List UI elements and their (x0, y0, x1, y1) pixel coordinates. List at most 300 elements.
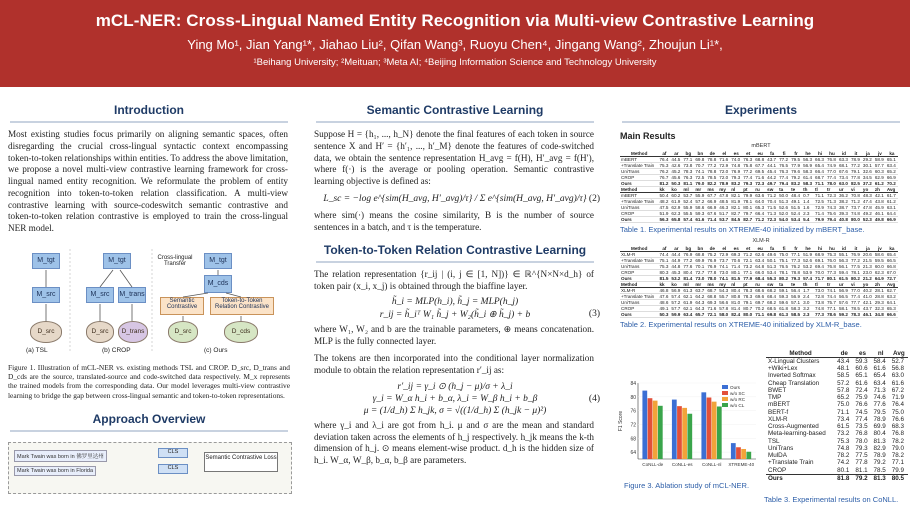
table-2-cell: 63.7 (694, 288, 706, 294)
semantic-text-2: where sim(·) means the cosine similarity, B is the number of source sentences in a batch, and τ is the temperature. (314, 209, 594, 232)
table-2-cell: zh (874, 282, 886, 288)
table-1-cell: 76.8 (826, 157, 838, 163)
table-2-cell: 58.6 (874, 252, 886, 258)
fig1-cross-lingual: Cross-lingual Transfer (157, 254, 193, 267)
table-2-cell: 72.7 (694, 270, 706, 276)
table-2-cell: 21.3 (862, 264, 874, 270)
table-2-header-cell: ar (670, 246, 682, 252)
table-1-cell: 40.8 (838, 217, 850, 223)
relation-text-4: where γ_i and λ_i are got from h_i. μ and σ are the mean and standard deviation taken across the elements of h_j respectively. h_jk means the k-th dimension of h_j. ⊙ means element-wise product. d_h is the hidden size of h_i. W_α, W_β, b_α, b_β are parameters. (314, 419, 594, 466)
table-2-cell: 81.5 (658, 276, 670, 282)
table-1-cell: 72.5 (814, 199, 826, 205)
table-1-cell: 66.4 (754, 211, 766, 217)
table-1-row (620, 175, 898, 181)
table-1-cell: 63.0 (838, 181, 850, 187)
table-2-cell: 77.4 (850, 294, 862, 300)
table-1-cell: nl (730, 187, 742, 193)
table-2-cell: 77.8 (706, 270, 718, 276)
table-1-cell: ko (670, 187, 682, 193)
table-2-cell: 70.2 (754, 306, 766, 312)
table-1-header-cell: bn (694, 151, 706, 157)
table-3-cell: 78.2 (891, 452, 905, 460)
table-1-cell: 60.3 (874, 169, 886, 175)
table-1-cell: mr (694, 187, 706, 193)
table-1-cell: 77.2 (850, 163, 862, 169)
table-3-header-cell: de (835, 350, 853, 358)
table-2-header-cell: hu (826, 246, 838, 252)
table-1-cell: 70.4 (766, 199, 778, 205)
table-3-cell: 71.3 (873, 386, 886, 394)
table-1-header-cell: bg (682, 151, 694, 157)
table-2-cell: 66.5 (886, 258, 898, 264)
table-1-cell: 52.4 (682, 199, 694, 205)
table-2-cell: 77.3 (790, 258, 802, 264)
table-1-cell: CROP (620, 211, 658, 217)
table-2-cell: 2.3 (802, 312, 814, 318)
table-1-cell: 68.1 (838, 163, 850, 169)
table-2-cell: 76.8 (826, 264, 838, 270)
table-2-cell: CROP (620, 306, 658, 312)
fig1-m-src-a: M_src (32, 287, 60, 303)
figure-1 (8, 241, 292, 359)
table-1-cell: 79.1 (850, 169, 862, 175)
table-2-cell: 52.6 (802, 258, 814, 264)
relation-eq-4: γ_i = W_α h_i + b_α, λ_i = W_β h_i + b_β (372, 393, 538, 404)
relation-eq-2: r_ij = h̃_iᵀ W₁ h̃_j + W₂(h̃_i ⊕ h̃_j) + b (379, 309, 531, 320)
table-1-cell: Method (620, 187, 658, 193)
table-1-header-cell: id (838, 151, 850, 157)
table-2-cell: 78.5 (850, 306, 862, 312)
table-2 (620, 246, 898, 318)
fig1-arrows (8, 241, 292, 359)
relation-text-1: The relation representation {r_ij | (i, j ∈ [1, N])} ∈ ℝ^{N×N×d_h} of token pair (x_i, x_j) is obtained through the biaffine layer. (314, 269, 594, 292)
table-1-cell: 73.7 (850, 205, 862, 211)
table-2-cell: 63.4 (754, 258, 766, 264)
table-2-cell: ms (706, 282, 718, 288)
table-3-cell: 78.2 (837, 452, 850, 460)
table-1-cell: 79.7 (742, 211, 754, 217)
table-3-row (766, 423, 908, 430)
table-2-cell: 78.0 (706, 276, 718, 282)
table-2-cell: 28.8 (874, 294, 886, 300)
table-3-cell: 80.5 (891, 474, 905, 482)
table-3-cell: Inverted Softmax (768, 372, 816, 380)
table-1-cell: 61.7 (886, 193, 898, 199)
chart-legend-label: w/o CL (730, 403, 745, 408)
table-1-cell: 72.3 (766, 217, 778, 223)
table-2-cell: 21.2 (862, 276, 874, 282)
table-2-cell: Ours (620, 312, 658, 318)
chart-bar (677, 406, 682, 459)
table-2-cell: 55.7 (718, 294, 730, 300)
table-2-cell: 80.2 (778, 276, 790, 282)
fig1-m-tgt-c: M_tgt (204, 253, 232, 269)
table-2-cell: 46.1 (862, 312, 874, 318)
table-1-cell: 0.7 (802, 193, 814, 199)
table-3-cell: 76.8 (855, 430, 868, 438)
table-1-cell: 53.4 (790, 217, 802, 223)
table-1-header-cell: fr (790, 151, 802, 157)
table-2-cell: 78.6 (826, 312, 838, 318)
table-3-cell: 82.9 (873, 444, 886, 452)
table-1-cell: 75.8 (742, 163, 754, 169)
relation-eq-4-wrap (306, 394, 604, 404)
table-1-cell: 61.4 (802, 175, 814, 181)
table-1-cell: 2.3 (802, 211, 814, 217)
chart-legend-label: w/o SC (730, 391, 745, 396)
table-1-cell: 55.9 (682, 205, 694, 211)
table-3-row (766, 401, 908, 408)
poster-title: mCL-NER: Cross-Lingual Named Entity Recognition via Multi-view Contrastive Learning (95, 11, 815, 30)
table-1-cell: 84.5 (730, 217, 742, 223)
table-2-cell: 59.3 (778, 294, 790, 300)
column-middle (306, 87, 604, 511)
table-1-cell: 71.2 (766, 193, 778, 199)
table-1-cell: 63.4 (886, 163, 898, 169)
table-2-cell: 42.1 (862, 300, 874, 306)
table-3-cell: 48.1 (837, 365, 850, 373)
table-2-cell: 29.3 (874, 300, 886, 306)
table-2-header-cell: Method (620, 246, 658, 252)
table-1 (620, 151, 898, 223)
fig1-d-src-a: D_src (30, 321, 62, 343)
table-3-header-row (766, 350, 908, 358)
table-3-row (766, 358, 908, 366)
fig1-d-src-c: D_src (168, 321, 198, 343)
table-2-cell: Avg (886, 282, 898, 288)
table-2-cell: 68.2 (766, 300, 778, 306)
table-3-cell: 65.1 (855, 372, 868, 380)
table-2-cell: kk (658, 282, 670, 288)
table-3-cell: UniTrans (768, 444, 794, 452)
table-1-cell: 67.6 (706, 211, 718, 217)
table-1-cell: 1.6 (802, 205, 814, 211)
table-3-cell: TMP (768, 394, 782, 402)
overview-source-sentence: Mark Twain was born in Florida (14, 466, 96, 476)
table-1-cell: 79.0 (694, 181, 706, 187)
table-2-cell: vi (850, 282, 862, 288)
table-3-cell: 73.5 (855, 423, 868, 431)
table-2-cell: 79.3 (790, 276, 802, 282)
table-1-cell: 44.2 (766, 175, 778, 181)
table-3-cell: 79.3 (855, 444, 868, 452)
table-2-cell: 68.5 (766, 306, 778, 312)
table-2-cell: 70.1 (694, 264, 706, 270)
table-2-caption: Table 2. Experimental results on XTREME-40 initialized by XLM-R_base. (620, 320, 862, 330)
table-3-cell: 74.2 (837, 459, 850, 467)
table-1-cell: 82.1 (730, 193, 742, 199)
table-3-cell: mBERT (768, 401, 790, 409)
table-2-cell: 64.8 (754, 264, 766, 270)
table-2-cell: 49.6 (766, 252, 778, 258)
fig1-semantic-contrastive: Semantic Contrastive (160, 297, 204, 315)
table-2-cell: 75.1 (778, 258, 790, 264)
table-2-cell: 78.3 (742, 288, 754, 294)
table-1-header-cell: el (718, 151, 730, 157)
table-1-cell: 5.4 (802, 217, 814, 223)
table-2-cell: 63.2 (886, 294, 898, 300)
table-2-cell: ur (838, 282, 850, 288)
table-2-cell: 77.0 (850, 288, 862, 294)
table-2-cell: 21.5 (862, 258, 874, 264)
table-3-cell: 65.4 (873, 372, 886, 380)
table-3 (766, 350, 908, 482)
table-3-cell: 68.3 (891, 423, 905, 431)
table-3-cell: +Translate Train (768, 459, 814, 467)
table-1-cell: 57.7 (874, 163, 886, 169)
table-1-row (620, 217, 898, 223)
table-3-cell: 74.6 (873, 394, 886, 402)
table-2-cell: 75.3 (826, 252, 838, 258)
table-2-cell: 61.3 (682, 288, 694, 294)
table-2-cell: 69.8 (766, 312, 778, 318)
table-2-cell: 66.6 (886, 312, 898, 318)
relation-eq-number-4: (4) (588, 393, 600, 404)
table-2-row (620, 252, 898, 258)
relation-eq-2-wrap (306, 309, 604, 320)
table-1-cell: 56.3 (658, 217, 670, 223)
table-1-cell: 75.3 (658, 163, 670, 169)
table-2-cell: 50.3 (658, 312, 670, 318)
experiments-heading: Experiments (622, 103, 900, 123)
main-results-heading: Main Results (620, 131, 676, 141)
table-2-cell: 69.1 (814, 258, 826, 264)
table-3-cell: 61.6 (873, 365, 886, 373)
table-2-cell: 69.9 (694, 258, 706, 264)
table-1-cell: 65.3 (754, 205, 766, 211)
table-3-row (766, 474, 908, 482)
table-1-header-cell: de (706, 151, 718, 157)
table-1-cell: 83.2 (790, 181, 802, 187)
table-1-cell: 38.2 (838, 199, 850, 205)
table-1-cell: 72.0 (718, 175, 730, 181)
table-1-cell: 72.0 (718, 169, 730, 175)
table-3-cell: 78.9 (873, 415, 886, 423)
table-2-cell: 75.2 (706, 252, 718, 258)
table-3-cell: XLM-R (768, 415, 788, 423)
table-1-cell: 37.2 (862, 181, 874, 187)
table-3-cell: 71.1 (837, 408, 850, 416)
table-1-cell: 66.9 (706, 199, 718, 205)
chart-y-tick-label: 80 (630, 394, 636, 401)
fig1-m-trans-b: M_trans (118, 287, 146, 303)
table-2-cell: 61.8 (778, 306, 790, 312)
table-1-cell: 57.2 (694, 199, 706, 205)
introduction-text: Most existing studies focus primarily on aligning semantic spaces, often disregarding the crucial cross-lingual syntactic context encompassing token-to-token relationships within entities. To address the above limitation, we propose a novel multi-view contrastive learning framework for cross-lingual named entity recognition. We reformulate the problem of entity recognition into token-to-token relation classification. A multi-view contrastive learning with source-codeswitch semantic contrastive and token-to-token relation contrastive is employed to train the cross-lingual NER model. (8, 129, 288, 234)
table-2-cell: 73.0 (814, 288, 826, 294)
table-2-cell: 80.4 (730, 288, 742, 294)
table-1-cell: 77.9 (790, 163, 802, 169)
table-2-cell: 71.7 (814, 276, 826, 282)
table-1-header-cell: hu (826, 151, 838, 157)
table-2-cell: 51.3 (766, 264, 778, 270)
table-2-cell: 75.3 (658, 264, 670, 270)
table-2-cell: 72.1 (706, 312, 718, 318)
table-2-cell: 74.1 (718, 264, 730, 270)
table-2-cell: 43.7 (862, 306, 874, 312)
table-1-cell: 79.3 (742, 181, 754, 187)
table-2-cell: 77.2 (682, 258, 694, 264)
table-1-cell: 61.9 (670, 199, 682, 205)
table-1-cell: 36.2 (838, 193, 850, 199)
chart-bar (648, 398, 653, 459)
table-1-cell: 32.6 (862, 169, 874, 175)
table-2-cell: 68.6 (754, 288, 766, 294)
table-2-cell: 58.0 (718, 312, 730, 318)
table-1-cell: 71.2 (754, 217, 766, 223)
table-3-header-cell: nl (872, 350, 890, 358)
table-1-row (620, 157, 898, 163)
table-1-cell: 81.2 (658, 181, 670, 187)
fig1-d-src-b: D_src (86, 321, 114, 343)
table-2-cell: 57.6 (838, 300, 850, 306)
table-2-cell: 71.2 (742, 252, 754, 258)
table-2-cell: 20.6 (862, 252, 874, 258)
table-2-cell: 81.5 (730, 276, 742, 282)
table-3-header-cell: Avg (890, 350, 908, 358)
table-1-cell: 78.9 (850, 157, 862, 163)
table-2-cell: 53.2 (670, 276, 682, 282)
table-2-cell: 80.1 (826, 276, 838, 282)
table-2-cell: 53.2 (802, 264, 814, 270)
table-1-cell: 67.7 (754, 163, 766, 169)
table-3-cell: 77.4 (855, 415, 868, 423)
table-2-cell: 1.7 (802, 288, 814, 294)
chart-x-tick-label: CoNLL-de (642, 462, 664, 467)
table-1-cell: 74.3 (826, 205, 838, 211)
semantic-heading: Semantic Contrastive Learning (316, 103, 594, 123)
table-2-header-cell: bg (682, 246, 694, 252)
table-3-cell: 76.6 (891, 415, 905, 423)
table-2-header-cell: it (850, 246, 862, 252)
table-3-row (766, 365, 908, 372)
authors: Ying Mo¹, Jian Yang¹*, Jiahao Liu², Qifan Wang³, Ruoyu Chen⁴, Jingang Wang², Zhoujun Li¹*, (187, 37, 723, 52)
table-2-cell: 80.0 (742, 312, 754, 318)
table-3-cell: 72.4 (855, 386, 868, 394)
table-2-cell: 44.8 (670, 264, 682, 270)
table-3-cell: 79.2 (855, 474, 868, 482)
table-2-cell: 62.6 (754, 252, 766, 258)
table-3-cell: X-Lingual Clusters (768, 358, 820, 365)
table-1-cell: Ours (620, 217, 658, 223)
table-1-cell: 62.9 (670, 205, 682, 211)
table-3-cell: 74.5 (855, 408, 868, 416)
table-2-cell: my (718, 282, 730, 288)
table-1-cell: ta (778, 187, 790, 193)
table-3-cell: 78.2 (891, 437, 905, 445)
table-1-cell: ms (706, 187, 718, 193)
table-3-cell: 57.2 (837, 379, 850, 387)
chart-bar (658, 406, 663, 459)
table-1-cell: 45.2 (670, 169, 682, 175)
table-2-cell: 62.1 (682, 306, 694, 312)
table-1-cell: 52.4 (790, 211, 802, 217)
table-2-cell: th (802, 282, 814, 288)
chart-legend-label: w/o RC (730, 397, 746, 402)
table-1-cell: 72.9 (718, 163, 730, 169)
table-2-cell: 46.8 (658, 288, 670, 294)
table-1-cell: 30.1 (862, 163, 874, 169)
semantic-eq-body: L_sc = −log e^{sim(H_avg, H′_avg)/τ} / Σ e^{sim(H_avg, H′_avg)/τ} (323, 193, 587, 204)
table-1-cell: tl (814, 187, 826, 193)
table-1-cell: +Translate Train (620, 163, 658, 169)
table-2-cell: 56.3 (838, 258, 850, 264)
table-1-cell: 66.3 (814, 157, 826, 163)
table-2-cell: 77.5 (850, 264, 862, 270)
table-1-cell: 63.1 (886, 205, 898, 211)
table-3-row (766, 430, 908, 437)
table-1-cell: 71.5 (766, 205, 778, 211)
table-3-cell: TSL (768, 437, 780, 445)
table-1-cell: 66.4 (814, 169, 826, 175)
table-1-header-cell: fi (778, 151, 790, 157)
chart-legend-swatch (722, 397, 728, 401)
relation-eq-5: μ = (1/d_h) Σ h_jk, σ = √((1/d_h) Σ (h_jk − μ)²) (363, 405, 547, 416)
table-3-cell: Meta-learning-based (768, 430, 826, 438)
table-1-cell: 60.2 (670, 193, 682, 199)
table-1-cell: 49.2 (862, 211, 874, 217)
table-1-cell: 79.6 (790, 169, 802, 175)
table-2-cell: 72.1 (742, 258, 754, 264)
table-3-cell: 52.7 (891, 358, 905, 365)
table-2-cell: 57.4 (802, 276, 814, 282)
semantic-eq-number: (2) (588, 193, 600, 204)
table-1-header-cell: es (730, 151, 742, 157)
table-2-cell: 65.7 (694, 312, 706, 318)
table-2-cell: +Translate Train (620, 294, 658, 300)
table-2-cell: 64.3 (694, 306, 706, 312)
chart-bar (731, 443, 736, 459)
table-1-cell: 74.1 (694, 169, 706, 175)
table-1-cell: 54.0 (778, 217, 790, 223)
chart-bar (687, 414, 692, 459)
table-1-row (620, 181, 898, 187)
table-3-cell: 61.5 (837, 423, 850, 431)
table-2-cell: 68.2 (766, 288, 778, 294)
chart-y-tick-label: 72 (630, 422, 636, 429)
table-2-cell: 69.6 (754, 294, 766, 300)
table-2-cell: 72.9 (718, 252, 730, 258)
table-2-cell: 76.9 (682, 252, 694, 258)
table-1-cell: 34.5 (862, 175, 874, 181)
overview-loss: Semantic Contrastive Loss (204, 452, 278, 472)
table-1-cell: 71.6 (718, 157, 730, 163)
table-2-cell: 80.8 (730, 294, 742, 300)
table-1-cell: 58.3 (802, 169, 814, 175)
table-3-caption: Table 3. Experimental results on CoNLL. (764, 495, 899, 504)
table-1-cell: ur (838, 187, 850, 193)
table-1-cell: 61.2 (886, 199, 898, 205)
chart-bar (736, 447, 741, 459)
table-2-cell: 80.2 (850, 276, 862, 282)
table-1-cell: 71.4 (706, 217, 718, 223)
table-1-cell: UniTrans (620, 205, 658, 211)
table-2-cell: 68.4 (766, 294, 778, 300)
table-1-cell: 66.9 (706, 205, 718, 211)
table-3-cell: 77.8 (855, 459, 868, 467)
table-1-header-cell: it (850, 151, 862, 157)
table-2-title: XLM-R (752, 238, 770, 245)
table-2-cell: 64.2 (694, 294, 706, 300)
overview-cls-1: CLS (158, 448, 188, 458)
chart-x-tick-label: CoNLL-nl (702, 462, 722, 467)
table-1-header-cell: he (802, 151, 814, 157)
table-3-cell: 78.5 (873, 466, 886, 474)
table-2-cell: 66.8 (886, 264, 898, 270)
table-2-cell: 65.4 (886, 252, 898, 258)
table-1-cell: 63.3 (838, 157, 850, 163)
table-1-cell: 44.1 (766, 163, 778, 169)
